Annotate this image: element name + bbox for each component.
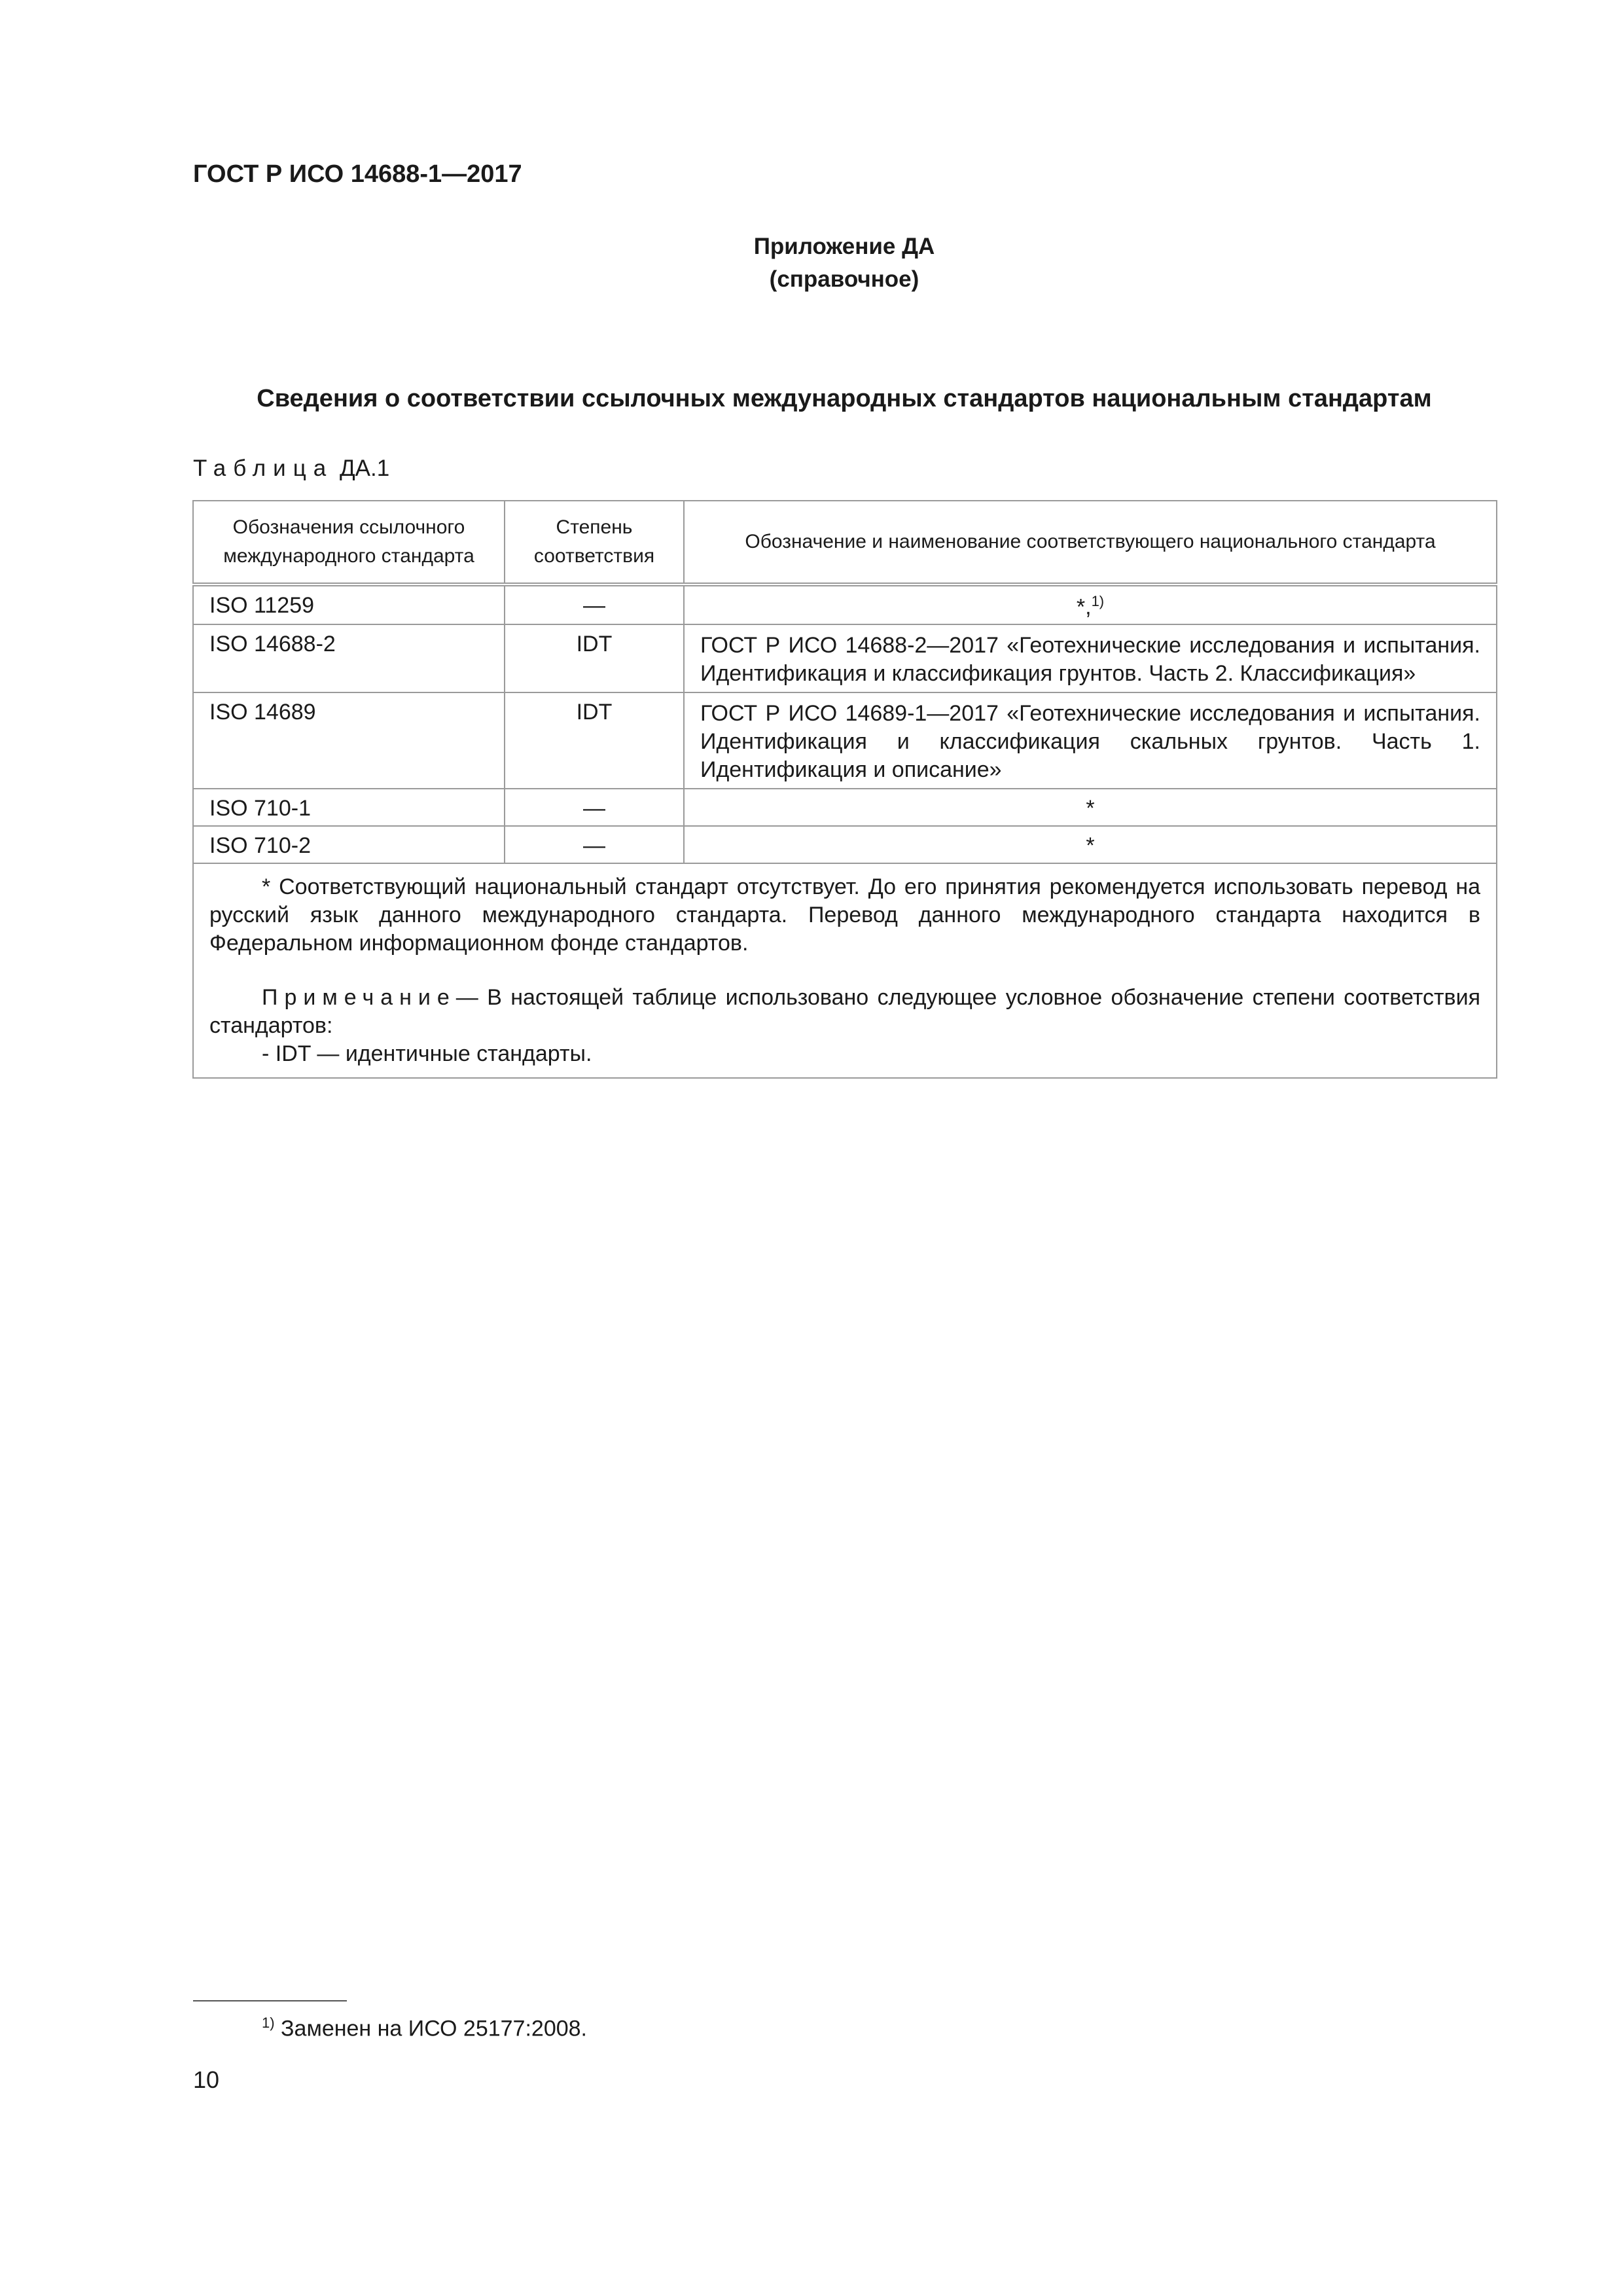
document-code-header: ГОСТ Р ИСО 14688-1—2017: [193, 160, 522, 188]
standards-table: [192, 500, 1497, 1079]
cell-intl-standard: ISO 14688-2: [193, 624, 505, 692]
cell-degree: IDT: [505, 692, 684, 789]
header-intl-standard: Обозначения ссылочного международного стандарта: [193, 501, 505, 584]
table-row: [193, 624, 1497, 692]
appendix-title: Приложение ДА: [753, 234, 935, 259]
cell-degree: —: [505, 584, 684, 624]
note-text: — В настоящей таблице использовано следующее условное обозначение степени соответствия стандартов:: [209, 985, 1480, 1039]
cell-intl-standard: ISO 11259: [193, 584, 505, 624]
table-header-row: [193, 501, 1497, 584]
cell-national-text: *,: [1076, 594, 1092, 620]
cell-national-standard: *: [684, 826, 1497, 863]
asterisk-note: * Соответствующий национальный стандарт отсутствует. До его принятия рекомендуется использовать перевод на русский язык данного международного стандарта. Перевод данного международного стандарта находится в Федеральном информационном фонде стандартов.: [209, 874, 1480, 956]
table-notes-row: [193, 863, 1497, 1078]
cell-national-standard: *: [684, 789, 1497, 826]
appendix-subtitle: (справочное): [769, 266, 919, 292]
table-row: [193, 584, 1497, 624]
appendix-block: [0, 230, 1623, 296]
table-notes-cell: [193, 863, 1497, 1078]
footnote-divider: [193, 2000, 347, 2001]
cell-intl-standard: ISO 710-2: [193, 826, 505, 863]
footnote: [262, 2015, 587, 2041]
table-caption: [193, 456, 389, 482]
footnote-mark: 1): [1091, 593, 1105, 609]
page-number: 10: [193, 2066, 220, 2093]
note-label: Примечание: [262, 985, 456, 1011]
cell-degree: —: [505, 789, 684, 826]
cell-national-standard: ГОСТ Р ИСО 14689-1—2017 «Геотехнические исследования и испытания. Идентификация и классификация скальных грунтов. Часть 1. Идентификация и описание»: [684, 692, 1497, 789]
note-item: - IDT — идентичные стандарты.: [262, 1041, 592, 1067]
header-national-standard: Обозначение и наименование соответствующего национального стандарта: [684, 501, 1497, 584]
table-row: [193, 692, 1497, 789]
footnote-marker: 1): [262, 2015, 275, 2031]
table-row: [193, 789, 1497, 826]
table-caption-number: ДА.1: [339, 456, 390, 481]
header-degree: Степень соответствия: [505, 501, 684, 584]
cell-intl-standard: ISO 14689: [193, 692, 505, 789]
cell-degree: IDT: [505, 624, 684, 692]
cell-national-standard: ГОСТ Р ИСО 14688-2—2017 «Геотехнические исследования и испытания. Идентификация и классификация грунтов. Часть 2. Классификация»: [684, 624, 1497, 692]
table-note: [209, 984, 1480, 1040]
cell-degree: —: [505, 826, 684, 863]
section-heading: Сведения о соответствии ссылочных международных стандартов национальным стандартам: [257, 385, 1432, 412]
footnote-text: Заменен на ИСО 25177:2008.: [281, 2016, 587, 2041]
cell-intl-standard: ISO 710-1: [193, 789, 505, 826]
table-caption-label: Таблица: [193, 456, 334, 481]
cell-national-standard: [684, 584, 1497, 624]
table-row: [193, 826, 1497, 863]
